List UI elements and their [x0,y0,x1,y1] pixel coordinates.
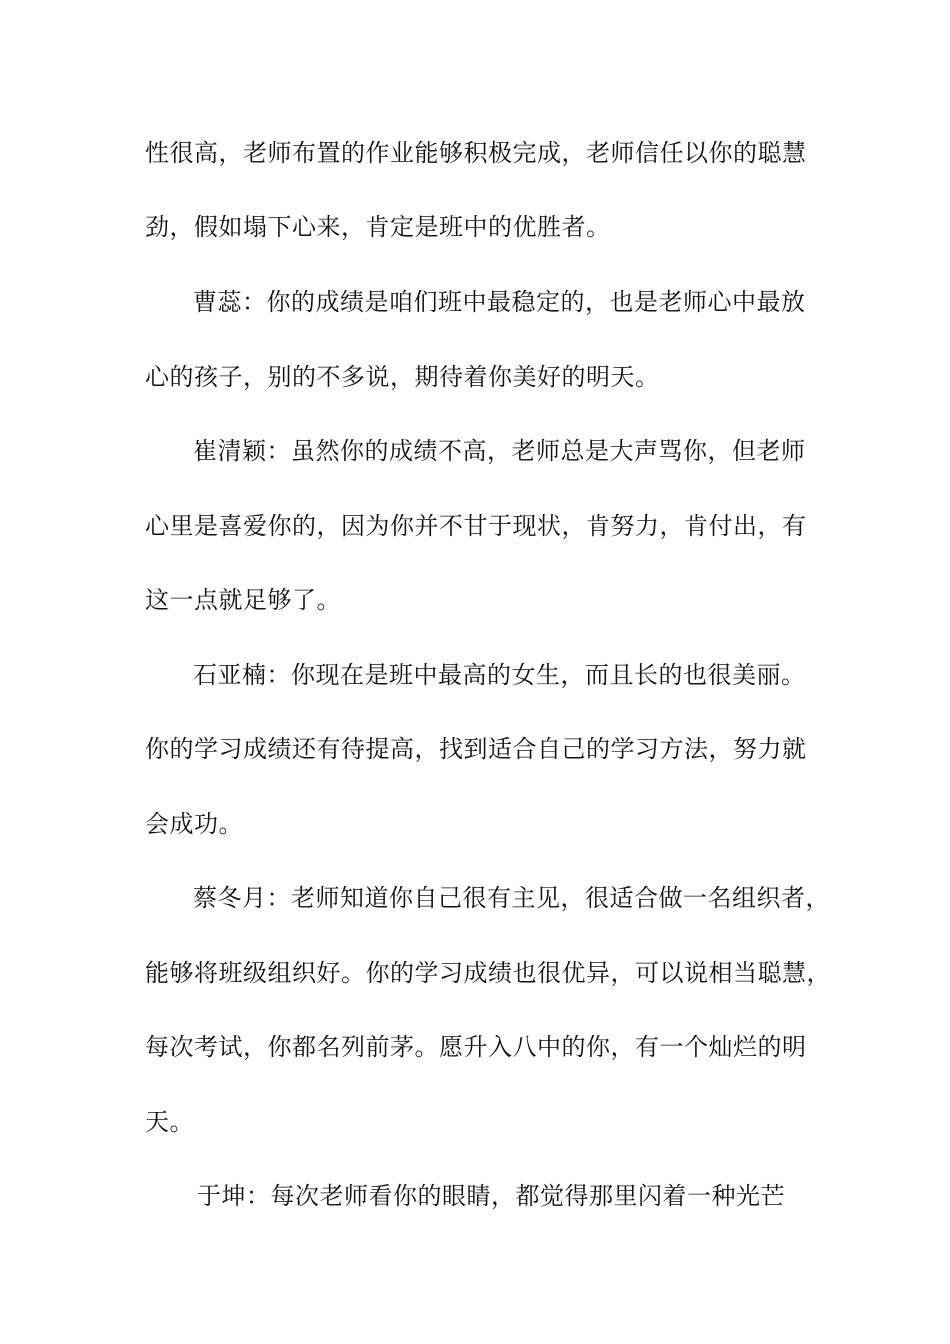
text-line: 心的孩子，别的不多说，期待着你美好的明天。 [145,363,660,391]
text-line: 你的学习成绩还有待提高，找到适合自己的学习方法，努力就 [145,735,807,763]
paragraph-start-line: 崔清颖：虽然你的成绩不高，老师总是大声骂你，但老师 [193,437,806,465]
text-line: 性很高，老师布置的作业能够积极完成，老师信任以你的聪慧 [145,139,807,167]
paragraph-start-line: 曹蕊：你的成绩是咱们班中最稳定的，也是老师心中最放 [193,288,806,316]
text-line: 这一点就足够了。 [145,586,341,614]
paragraph-start-line: 蔡冬月：老师知道你自己很有主见，很适合做一名组织者， [193,884,830,912]
text-line: 心里是喜爱你的，因为你并不甘于现状，肯努力，肯付出，有 [145,512,807,540]
text-line: 天。 [145,1108,194,1136]
paragraph-start-line: 石亚楠：你现在是班中最高的女生，而且长的也很美丽。 [193,661,806,689]
text-line: 每次考试，你都名列前茅。愿升入八中的你，有一个灿烂的明 [145,1033,807,1061]
text-line: 会成功。 [145,810,243,838]
text-line: 劲，假如塌下心来，肯定是班中的优胜者。 [145,213,611,241]
paragraph-start-line: 于坤：每次老师看你的眼睛，都觉得那里闪着一种光芒 [197,1182,785,1210]
text-line: 能够将班级组织好。你的学习成绩也很优异，可以说相当聪慧， [145,959,831,987]
